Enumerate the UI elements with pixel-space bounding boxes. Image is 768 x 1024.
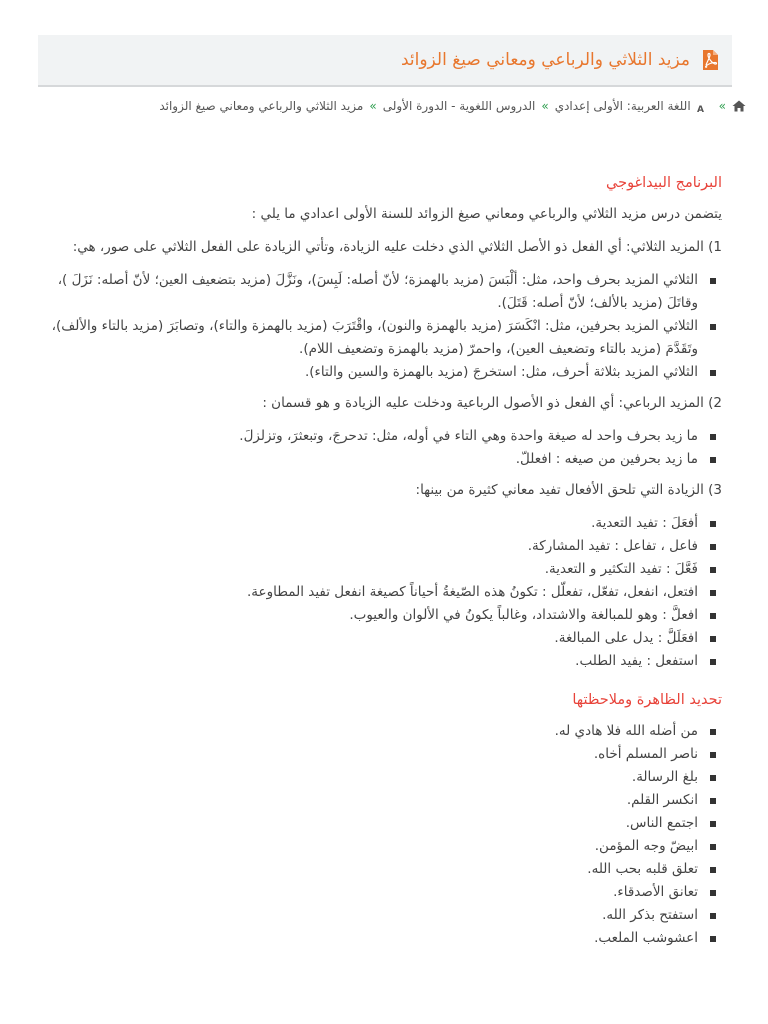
list-item: ابيضّ وجه المؤمن. [46, 835, 698, 858]
list-item: ما زيد بحرف واحد له صيغة واحدة وهي التاء في أوله، مثل: تدحرجَ، وتبعثرَ، وتزلزلَ. [46, 425, 698, 448]
list-item: الثلاثي المزيد بحرفين، مثل: انْكَسَرَ (مزيد بالهمزة والنون)، واقْتَرَبَ (مزيد بالهمزة والتاء)، وتصابَرَ (مزيد بالتاء والألف)، وتَقَدَّمَ (مزيد بالتاء وتضعيف العين)، واحمرّ (مزيد بالهمزة وتضعيف اللام). [46, 315, 698, 361]
point-2-heading: 2) المزيد الرباعي: أي الفعل ذو الأصول الرباعية ودخلت عليه الزيادة و هو قسمان : [262, 395, 722, 411]
list-item: ما زيد بحرفين من صيغه : افعللّ. [46, 448, 698, 471]
point-3-heading: 3) الزيادة التي تلحق الأفعال تفيد معاني كثيرة من بينها: [415, 482, 722, 498]
breadcrumb-current: مزيد الثلاثي والرباعي ومعاني صيغ الزوائد [159, 99, 364, 113]
section-title-phenomenon: تحديد الظاهرة وملاحظتها [572, 692, 722, 708]
list-item: افتعل، انفعل، تفعّل، تفعلّل : تكونُ هذه الصّيغةُ أحياناً كصيغة انفعل تفيد المطاوعة. [46, 581, 698, 604]
list-item: الثلاثي المزيد بحرف واحد، مثل: ألْبَسَ (مزيد بالهمزة؛ لأنّ أصله: لَبِسَ)، ونَزَّلَ (مزيد بتضعيف العين؛ لأنّ أصله: نَزَلَ )، وقاتَلَ (مزيد بالألف؛ لأنّ أصله: قَتَلَ). [46, 269, 698, 315]
list-item: تعانق الأصدقاء. [46, 881, 698, 904]
breadcrumb-link-2[interactable]: الدروس اللغوية - الدورة الأولى [382, 99, 536, 113]
list-item: من أضله الله فلا هادي له. [46, 720, 698, 743]
list-item: افعَلَلَّ : يدل على المبالغة. [46, 627, 698, 650]
list-item: بلغ الرسالة. [46, 766, 698, 789]
svg-text:A: A [696, 105, 704, 113]
breadcrumb-separator: » [718, 99, 726, 113]
point-3-list [46, 512, 722, 673]
list-item: تعلق قلبه بحب الله. [46, 858, 698, 881]
page-title: مزيد الثلاثي والرباعي ومعاني صيغ الزوائد [400, 50, 690, 70]
list-item: أفعَلَ : تفيد التعدية. [46, 512, 698, 535]
breadcrumb-link-1[interactable]: اللغة العربية: الأولى إعدادي [554, 99, 691, 113]
list-item: اجتمع الناس. [46, 812, 698, 835]
article-body [46, 172, 722, 958]
point-1-heading: 1) المزيد الثلاثي: أي الفعل ذو الأصل الثلاثي الذي دخلت عليه الزيادة، وتأتي الزيادة على الفعل الثلاثي على صور، هي: [72, 239, 722, 255]
breadcrumb [40, 96, 746, 116]
list-item: اعشوشب الملعب. [46, 927, 698, 950]
section-title-program: البرنامج البيداغوجي [606, 175, 722, 191]
breadcrumb-separator: » [369, 99, 377, 113]
phenomenon-list [46, 720, 722, 950]
program-intro: يتضمن درس مزيد الثلاثي والرباعي ومعاني صيغ الزوائد للسنة الأولى اعدادي ما يلي : [251, 206, 722, 222]
home-icon[interactable] [732, 100, 746, 112]
list-item: فَعَّلَ : تفيد التكثير و التعدية. [46, 558, 698, 581]
breadcrumb-separator: » [541, 99, 549, 113]
list-item: فاعل ، تفاعل : تفيد المشاركة. [46, 535, 698, 558]
page-header [38, 35, 732, 87]
point-1-list [46, 269, 722, 384]
list-item: استفتح بذكر الله. [46, 904, 698, 927]
list-item: افعلَّ : وهو للمبالغة والاشتداد، وغالباً يكونُ في الألوان والعيوب. [46, 604, 698, 627]
list-item: انكسر القلم. [46, 789, 698, 812]
list-item: استفعل : يفيد الطلب. [46, 650, 698, 673]
pdf-file-icon[interactable] [700, 49, 720, 71]
translate-icon[interactable] [695, 99, 713, 113]
list-item: الثلاثي المزيد بثلاثة أحرف، مثل: استخرجَ (مزيد بالهمزة والسين والتاء). [46, 361, 698, 384]
point-2-list [46, 425, 722, 471]
list-item: ناصر المسلم أخاه. [46, 743, 698, 766]
